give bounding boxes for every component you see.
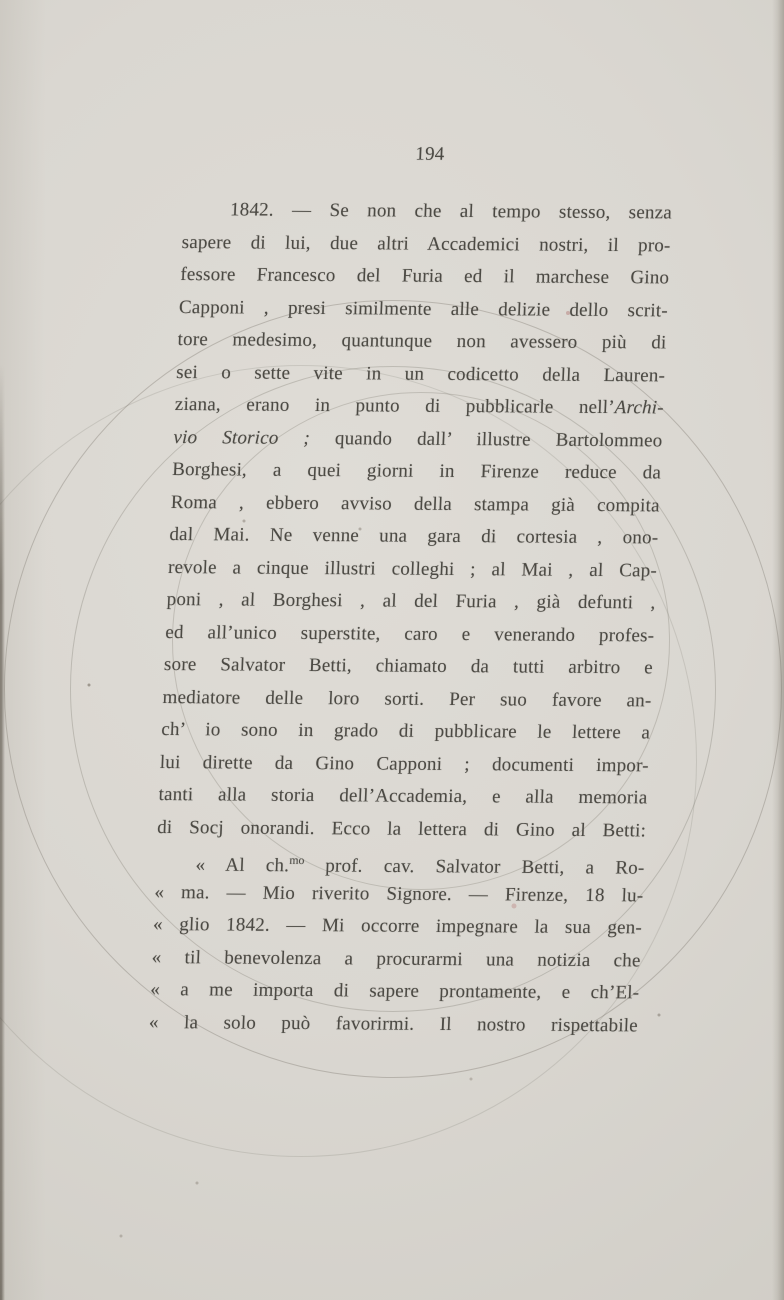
text-line: « ma. — Mio riverito Signore. — Firenze, 18 lu- <box>154 881 644 906</box>
text-line: di Socj onorandi. Ecco la lettera di Gino al Betti: <box>156 816 647 841</box>
text-line: poni , al Borghesi , al del Furia , già defunti , <box>166 588 657 614</box>
paragraph-1842 <box>157 194 673 847</box>
page-content <box>148 140 675 1042</box>
text-line: Capponi , presi similmente alle delizie dello scrit- <box>178 296 669 321</box>
text-line: tanti alla storia dell’Accademia, e alla memoria <box>158 783 648 809</box>
text-line: mediatore delle loro sorti. Per suo favore an- <box>162 686 652 711</box>
superscript-abbreviation: mo <box>289 853 305 868</box>
text-segment: « Al ch. <box>195 854 290 877</box>
italic-text-segment: Archi- <box>614 397 665 419</box>
text-line: « glio 1842. — Mi occorre impegnare la sua gen- <box>152 913 643 939</box>
text-line: sapere di lui, due altri Accademici nostri, il pro- <box>181 231 672 256</box>
text-line: « til benevolenza a procurarmi una notizia che <box>151 946 642 971</box>
text-line: « a me importa di sapere prontamente, e ch’El- <box>149 978 640 1004</box>
italic-text-segment: vio Storico ; <box>173 426 311 449</box>
page-left-edge-shadow <box>0 0 5 1300</box>
text-line <box>173 421 663 457</box>
text-line: dal Mai. Ne venne una gara di cortesia , ono- <box>169 523 659 549</box>
text-segment: prof. cav. Salvator Betti, a Ro- <box>303 855 645 879</box>
text-line: « la solo può favorirmi. Il nostro rispettabile <box>148 1011 639 1036</box>
text-line: ch’ io sono in grado di pubblicare le lettere a <box>160 718 651 744</box>
page-right-edge-shadow <box>772 0 784 1300</box>
text-line: revole a cinque illustri colleghi ; al Mai , al Cap- <box>167 556 658 581</box>
text-line: fessore Francesco del Furia ed il marchese Gino <box>179 263 670 289</box>
text-line: 1842. — Se non che al tempo stesso, senza <box>229 199 673 224</box>
text-segment: ziana, erano in punto di pubblicarle nell’ <box>174 393 616 419</box>
text-line: Borghesi, a quei giorni in Firenze reduce da <box>171 458 662 484</box>
text-line: sei o sette vite in un codicetto della Lauren- <box>175 361 666 386</box>
page-number: 194 <box>414 143 445 165</box>
text-line: lui dirette da Gino Capponi ; documenti impor- <box>159 751 650 776</box>
text-line: ed all’unico superstite, caro e venerando profes- <box>164 621 655 646</box>
text-line <box>155 844 645 880</box>
text-line: sore Salvator Betti, chiamato da tutti arbitro e <box>163 653 654 679</box>
letter-excerpt <box>148 844 645 1042</box>
text-segment: quando dall’ illustre Bartolommeo <box>309 427 663 451</box>
text-line: Roma , ebbero avviso della stampa già compita <box>170 491 661 516</box>
paper-specks <box>0 0 2 2</box>
left-margin-shading <box>0 0 46 1300</box>
text-line: tore medesimo, quantunque non avessero più di <box>177 328 667 354</box>
text-line <box>174 389 664 425</box>
